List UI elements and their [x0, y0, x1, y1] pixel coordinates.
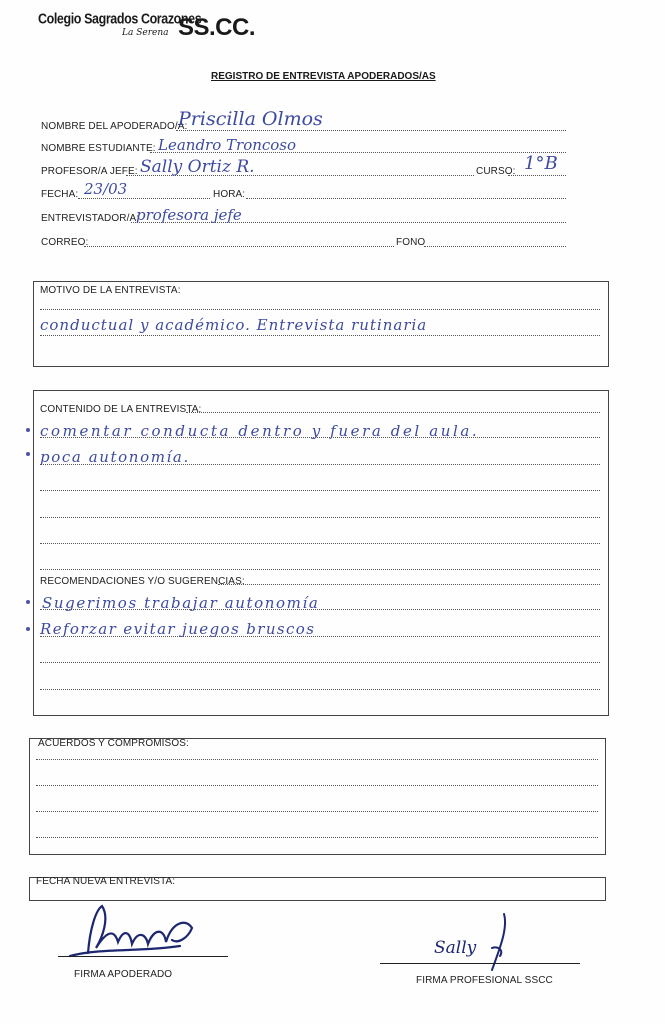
apoderado-sign-line	[58, 956, 228, 957]
recom-text-1: Sugerimos trabajar autonomía	[42, 594, 320, 612]
page-title: REGISTRO DE ENTREVISTA APODERADOS/AS	[211, 71, 436, 82]
correo-line	[84, 246, 394, 247]
acuerdos-line-1	[36, 759, 598, 760]
bullet-marker	[26, 428, 30, 432]
apoderado-value: Priscilla Olmos	[178, 108, 323, 130]
profesional-signature-name: Sally	[434, 938, 477, 958]
nueva-label: FECHA NUEVA ENTREVISTA:	[36, 876, 176, 887]
contenido-label: CONTENIDO DE LA ENTREVISTA:	[40, 404, 202, 415]
acuerdos-line-2	[36, 785, 598, 786]
fono-label: FONO	[396, 237, 426, 248]
apoderado-sign-label: FIRMA APODERADO	[74, 969, 173, 980]
entrevistador-label: ENTREVISTADOR/A:	[41, 213, 140, 224]
apoderado-line	[176, 130, 566, 131]
motivo-line-1	[40, 309, 600, 310]
recomendaciones-label: RECOMENDACIONES Y/O SUGERENCIAS:	[40, 576, 245, 587]
contenido-line-6	[40, 569, 600, 570]
school-city: La Serena	[122, 28, 169, 38]
hora-line	[246, 198, 566, 199]
curso-label: CURSO:	[476, 166, 516, 177]
bullet-marker	[26, 600, 30, 604]
fecha-value: 23/03	[84, 180, 128, 198]
acuerdos-line-4	[36, 837, 598, 838]
contenido-text-1: comentar conducta dentro y fuera del aula.	[40, 422, 480, 440]
correo-label: CORREO:	[41, 237, 89, 248]
school-logo: SS.CC.	[178, 14, 256, 41]
profesor-value: Sally Ortiz R.	[140, 157, 255, 177]
apoderado-signature	[60, 898, 210, 968]
profesional-sign-line	[380, 963, 580, 964]
contenido-text-2: poca autonomía.	[40, 448, 190, 466]
hora-label: HORA:	[213, 189, 246, 200]
contenido-line-5	[40, 543, 600, 544]
estudiante-label: NOMBRE ESTUDIANTE:	[41, 143, 156, 154]
motivo-label: MOTIVO DE LA ENTREVISTA:	[40, 285, 181, 296]
profesional-signature-mark	[474, 908, 524, 978]
school-header	[38, 10, 256, 41]
profesional-sign-label: FIRMA PROFESIONAL SSCC	[416, 975, 553, 986]
estudiante-value: Leandro Troncoso	[158, 136, 297, 154]
acuerdos-line-3	[36, 811, 598, 812]
school-name: Colegio Sagrados Corazones	[38, 10, 202, 28]
recom-line-3	[40, 662, 600, 663]
apoderado-label: NOMBRE DEL APODERADO/A:	[41, 121, 188, 132]
contenido-line-0	[186, 412, 600, 413]
acuerdos-label: ACUERDOS Y COMPROMISOS:	[38, 738, 189, 749]
recom-text-2: Reforzar evitar juegos bruscos	[40, 620, 316, 638]
recom-line-0	[218, 584, 600, 585]
contenido-line-3	[40, 490, 600, 491]
profesor-label: PROFESOR/A JEFE:	[41, 166, 138, 177]
recom-line-4	[40, 689, 600, 690]
contenido-line-4	[40, 517, 600, 518]
entrevistador-value: profesora jefe	[136, 206, 242, 224]
bullet-marker	[26, 627, 30, 631]
curso-line	[508, 175, 566, 176]
fecha-line	[78, 198, 210, 199]
fono-line	[424, 246, 566, 247]
motivo-line-2	[40, 335, 600, 336]
motivo-text: conductual y académico. Entrevista rutinaria	[40, 316, 428, 334]
curso-value: 1°B	[524, 153, 558, 174]
fecha-label: FECHA:	[41, 189, 79, 200]
bullet-marker	[26, 452, 30, 456]
